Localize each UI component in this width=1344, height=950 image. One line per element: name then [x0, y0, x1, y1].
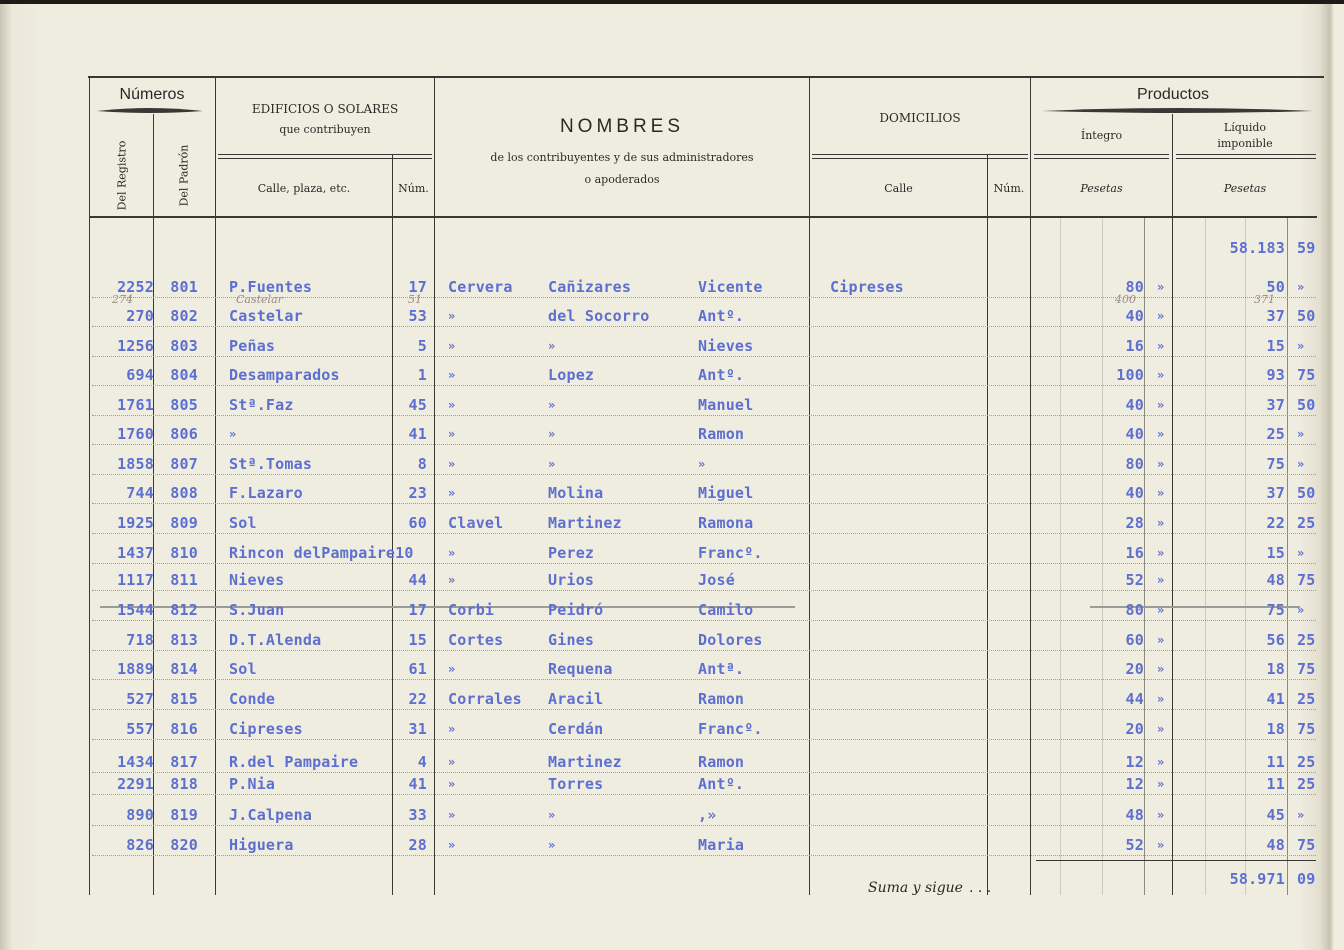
cell-nombre-1: »: [448, 427, 456, 441]
cell-padron: 805: [170, 396, 198, 414]
cell-registro: 1117: [117, 571, 154, 589]
cell-nombre-2: Torres: [548, 775, 604, 793]
row-dotted-line: [92, 825, 1316, 826]
cell-registro: 1434: [117, 753, 154, 771]
cell-liquido: 15: [1266, 337, 1285, 355]
row-dotted-line: [92, 772, 1316, 773]
cell-liquido: 15: [1266, 544, 1285, 562]
cell-nombre-2: »: [548, 427, 556, 441]
cell-integro: 20: [1125, 720, 1144, 738]
cell-padron: 809: [170, 514, 198, 532]
row-dotted-line: [92, 326, 1316, 327]
cell-calle: Stª.Tomas: [229, 455, 313, 473]
cell-nombre-1: »: [448, 755, 456, 769]
row-dotted-line: [92, 503, 1316, 504]
cell-calle: S.Juan: [229, 601, 285, 619]
cell-liquido-cent: 75: [1297, 720, 1316, 738]
cell-nombre-2: Aracil: [548, 690, 604, 708]
cell-integro-cent: »: [1157, 838, 1165, 852]
cell-nombre-1: Clavel: [448, 514, 504, 532]
cell-num: 4: [417, 753, 427, 771]
header-calle-plaza: Calle, plaza, etc.: [257, 182, 351, 195]
productos-swash: [1040, 106, 1315, 116]
cell-calle: Sol: [229, 514, 257, 532]
cell-nombre-1: »: [448, 309, 456, 323]
row-dotted-line: [92, 415, 1316, 416]
cell-calle: Desamparados: [229, 366, 340, 384]
cell-nombre-1: »: [448, 339, 456, 353]
cell-nombre-2: Martinez: [548, 753, 622, 771]
row-dotted-line: [92, 563, 1316, 564]
cell-padron: 811: [170, 571, 198, 589]
cell-num: 31: [408, 720, 427, 738]
cell-registro: 270: [126, 307, 154, 325]
cell-padron: 813: [170, 631, 198, 649]
cell-num: 8: [417, 455, 427, 473]
cell-liquido: 37: [1266, 396, 1285, 414]
header-numeros: Números: [119, 86, 185, 103]
cell-integro-cent: »: [1157, 692, 1165, 706]
cell-integro: 52: [1125, 836, 1144, 854]
cell-liquido-cent: 25: [1297, 514, 1316, 532]
cell-integro: 16: [1125, 337, 1144, 355]
cell-liquido-cent: 75: [1297, 366, 1316, 384]
cell-integro-cent: »: [1157, 546, 1165, 560]
row-dotted-line: [92, 739, 1316, 740]
cell-liquido: 25: [1266, 425, 1285, 443]
cell-nombre-2: Requena: [548, 660, 613, 678]
cell-nombre-1: Corrales: [448, 690, 522, 708]
edificios-sub-rule-2: [218, 158, 432, 159]
cell-liquido: 18: [1266, 660, 1285, 678]
cell-registro: 1925: [117, 514, 154, 532]
footer-suma-text: Suma y sigue: [868, 880, 963, 896]
row-dotted-line: [92, 444, 1316, 445]
cell-liquido: 48: [1266, 836, 1285, 854]
cell-calle: Nieves: [229, 571, 285, 589]
row-dotted-line: [92, 533, 1316, 534]
row-dotted-line: [92, 385, 1316, 386]
cell-nombre-1: »: [448, 486, 456, 500]
cell-liquido: 75: [1266, 601, 1285, 619]
cell-nombre-3: Francº.: [698, 544, 763, 562]
row-dotted-line: [92, 709, 1316, 710]
cell-integro-cent: »: [1157, 339, 1165, 353]
cell-padron: 814: [170, 660, 198, 678]
cell-registro: 890: [126, 806, 154, 824]
cell-integro: 40: [1125, 307, 1144, 325]
cell-liquido-cent: 25: [1297, 631, 1316, 649]
cell-num: 44: [408, 571, 427, 589]
cell-liquido-cent: »: [1297, 603, 1305, 617]
header-num2: Núm.: [993, 182, 1025, 195]
cell-integro-cent: »: [1157, 777, 1165, 791]
row-dotted-line: [92, 650, 1316, 651]
header-domicilios: DOMICILIOS: [879, 111, 961, 125]
footer-total: 58.971: [1229, 870, 1285, 888]
cell-registro: 1858: [117, 455, 154, 473]
cell-registro: 826: [126, 836, 154, 854]
header-del-padron: Del Padrón: [177, 144, 191, 207]
cell-nombre-2: Molina: [548, 484, 604, 502]
cell-nombre-3: Antº.: [698, 366, 745, 384]
row-dotted-line: [92, 620, 1316, 621]
cell-integro-cent: »: [1157, 368, 1165, 382]
cell-nombre-2: Gines: [548, 631, 595, 649]
ledger-page: [0, 4, 1344, 950]
footer-dots: . . .: [968, 880, 992, 896]
cell-nombre-1: »: [448, 368, 456, 382]
header-del-registro: Del Registro: [115, 140, 129, 211]
cell-nombre-2: Cerdán: [548, 720, 604, 738]
header-edificios: EDIFICIOS O SOLARES: [251, 102, 399, 116]
cell-nombre-3: Ramon: [698, 690, 745, 708]
cell-num: 53: [408, 307, 427, 325]
cell-integro: 60: [1125, 631, 1144, 649]
cell-nombre-1: »: [448, 722, 456, 736]
cell-nombre-1: »: [448, 573, 456, 587]
cell-nombre-2: Cañizares: [548, 278, 632, 296]
cell-padron: 803: [170, 337, 198, 355]
hand-num-note: 51: [408, 293, 422, 306]
cell-nombre-2: »: [548, 838, 556, 852]
cell-nombre-1: Cortes: [448, 631, 504, 649]
header-calle: Calle: [884, 182, 913, 195]
cell-nombre-3: Francº.: [698, 720, 763, 738]
cell-integro: 100: [1116, 366, 1144, 384]
cell-padron: 820: [170, 836, 198, 854]
cell-liquido-cent: »: [1297, 546, 1305, 560]
cell-nombre-1: »: [448, 838, 456, 852]
cell-calle: Peñas: [229, 337, 276, 355]
cell-integro-cent: »: [1157, 662, 1165, 676]
header-nombres-sub1: de los contribuyentes y de sus administradores: [490, 151, 754, 164]
header-pesetas-2: Pesetas: [1223, 182, 1267, 195]
footer-total-cent: 09: [1297, 870, 1316, 888]
footer-sum-rule: [1036, 860, 1316, 861]
cell-registro: 718: [126, 631, 154, 649]
cell-liquido-cent: »: [1297, 427, 1305, 441]
cell-registro: 1889: [117, 660, 154, 678]
cell-nombre-2: »: [548, 808, 556, 822]
cell-integro-cent: »: [1157, 280, 1165, 294]
cell-nombre-3: Antª.: [698, 660, 745, 678]
cell-padron: 810: [170, 544, 198, 562]
cell-liquido-cent: »: [1297, 280, 1305, 294]
cell-integro-cent: »: [1157, 755, 1165, 769]
cell-integro: 40: [1125, 484, 1144, 502]
header-nombres: NOMBRES: [559, 116, 685, 137]
cell-padron: 801: [170, 278, 198, 296]
cell-num: 60: [408, 514, 427, 532]
cell-num: 28: [408, 836, 427, 854]
cell-calle: »: [229, 427, 237, 441]
cell-liquido: 48: [1266, 571, 1285, 589]
cell-integro: 48: [1125, 806, 1144, 824]
cell-nombre-3: Dolores: [698, 631, 763, 649]
cell-liquido: 22: [1266, 514, 1285, 532]
cell-calle: D.T.Alenda: [229, 631, 322, 649]
cell-nombre-3: Maria: [698, 836, 745, 854]
cell-integro-cent: »: [1157, 427, 1165, 441]
cell-nombre-1: »: [448, 398, 456, 412]
cell-liquido-cent: »: [1297, 339, 1305, 353]
cell-integro-cent: »: [1157, 603, 1165, 617]
cell-num: 41: [408, 425, 427, 443]
cell-liquido: 41: [1266, 690, 1285, 708]
cell-padron: 807: [170, 455, 198, 473]
cell-calle: Higuera: [229, 836, 294, 854]
cell-integro-cent: »: [1157, 808, 1165, 822]
cell-nombre-3: Vicente: [698, 278, 763, 296]
cell-nombre-2: »: [548, 339, 556, 353]
row-dotted-line: [92, 356, 1316, 357]
cell-integro: 52: [1125, 571, 1144, 589]
cell-calle: R.del Pampaire: [229, 753, 359, 771]
cell-padron: 817: [170, 753, 198, 771]
cell-num: 33: [408, 806, 427, 824]
integro-sub-rule: [1034, 154, 1169, 155]
cell-liquido: 37: [1266, 484, 1285, 502]
hand-calle-note: Castelar: [236, 293, 283, 306]
header-integro: Íntegro: [1080, 129, 1123, 142]
cell-nombre-2: Martinez: [548, 514, 622, 532]
cell-calle: P.Fuentes: [229, 278, 313, 296]
header-productos: Productos: [1136, 86, 1210, 103]
cell-num: 45: [408, 396, 427, 414]
cell-liquido-cent: »: [1297, 808, 1305, 822]
cell-nombre-1: »: [448, 546, 456, 560]
edificios-sub-rule: [218, 154, 432, 155]
cell-liquido: 11: [1266, 775, 1285, 793]
cell-registro: 527: [126, 690, 154, 708]
cell-nombre-3: Manuel: [698, 396, 754, 414]
cell-nombre-3: Nieves: [698, 337, 754, 355]
cell-calle: F.Lazaro: [229, 484, 303, 502]
cell-integro: 12: [1125, 753, 1144, 771]
cell-integro: 28: [1125, 514, 1144, 532]
row-dotted-line: [92, 590, 1316, 591]
cell-num: 22: [408, 690, 427, 708]
cell-liquido: 56: [1266, 631, 1285, 649]
cell-registro: 1256: [117, 337, 154, 355]
cell-integro-cent: »: [1157, 722, 1165, 736]
cell-registro: 557: [126, 720, 154, 738]
cell-liquido: 18: [1266, 720, 1285, 738]
cell-padron: 808: [170, 484, 198, 502]
cell-calle: Castelar: [229, 307, 303, 325]
cell-integro-cent: »: [1157, 486, 1165, 500]
cell-padron: 818: [170, 775, 198, 793]
cell-padron: 802: [170, 307, 198, 325]
liquido-sub-rule-2: [1176, 158, 1316, 159]
cell-liquido-cent: 25: [1297, 775, 1316, 793]
cell-integro: 40: [1125, 425, 1144, 443]
table-top-rule: [88, 76, 1324, 78]
cell-liquido-cent: 75: [1297, 836, 1316, 854]
domicilios-sub-rule: [812, 154, 1028, 155]
cell-num: 15: [408, 631, 427, 649]
cell-liquido-cent: 75: [1297, 660, 1316, 678]
cell-integro: 80: [1125, 601, 1144, 619]
numeros-swash: [95, 106, 205, 116]
cell-num: 17: [408, 601, 427, 619]
cell-nombre-2: Lopez: [548, 366, 595, 384]
cell-registro: 1544: [117, 601, 154, 619]
rule-integro: [1172, 114, 1173, 895]
liquido-sub-rule: [1176, 154, 1316, 155]
row-dotted-line: [92, 855, 1316, 856]
hand-integro-note: 400: [1115, 293, 1136, 306]
cell-nombre-2: Urios: [548, 571, 595, 589]
cell-integro-cent: »: [1157, 516, 1165, 530]
cell-integro-cent: »: [1157, 573, 1165, 587]
cell-calle: Conde: [229, 690, 276, 708]
cell-liquido-cent: 75: [1297, 571, 1316, 589]
cell-liquido: 93: [1266, 366, 1285, 384]
cell-nombre-3: ,»: [698, 806, 717, 824]
cell-integro: 80: [1125, 455, 1144, 473]
header-bottom-rule: [89, 216, 1317, 218]
cell-registro: 1761: [117, 396, 154, 414]
cell-nombre-3: Ramon: [698, 753, 745, 771]
header-nombres-sub2: o apoderados: [584, 173, 660, 186]
cell-nombre-2: Perez: [548, 544, 595, 562]
cell-liquido-cent: 25: [1297, 753, 1316, 771]
cell-calle: Sol: [229, 660, 257, 678]
header-liquido-1: Líquido: [1223, 121, 1267, 134]
cell-num: 23: [408, 484, 427, 502]
row-dotted-line: [92, 794, 1316, 795]
cell-padron: 816: [170, 720, 198, 738]
cell-nombre-1: »: [448, 808, 456, 822]
cell-registro: 1760: [117, 425, 154, 443]
cell-liquido: 37: [1266, 307, 1285, 325]
cell-nombre-3: José: [698, 571, 735, 589]
cell-nombre-2: Peidró: [548, 601, 604, 619]
cell-liquido-cent: 50: [1297, 307, 1316, 325]
cell-nombre-3: Ramon: [698, 425, 745, 443]
cell-nombre-2: »: [548, 398, 556, 412]
header-edificios-sub: que contribuyen: [279, 123, 371, 136]
cell-calle: P.Nia: [229, 775, 276, 793]
cell-integro: 40: [1125, 396, 1144, 414]
cell-num: 41: [408, 775, 427, 793]
cell-nombre-3: Miguel: [698, 484, 754, 502]
cell-integro: 12: [1125, 775, 1144, 793]
cell-liquido: 75: [1266, 455, 1285, 473]
cell-nombre-3: Camilo: [698, 601, 754, 619]
cell-nombre-2: del Socorro: [548, 307, 650, 325]
cell-nombre-3: Ramona: [698, 514, 754, 532]
cell-nombre-2: »: [548, 457, 556, 471]
cell-nombre-1: »: [448, 457, 456, 471]
cell-calle: Stª.Faz: [229, 396, 294, 414]
integro-sub-rule-2: [1034, 158, 1169, 159]
header-liquido-2: imponible: [1217, 137, 1273, 150]
carry-over-liquido: 58.183: [1229, 239, 1285, 257]
row-dotted-line: [92, 679, 1316, 680]
cell-registro: 2252: [117, 278, 154, 296]
row-dotted-line: [92, 474, 1316, 475]
cell-padron: 806: [170, 425, 198, 443]
cell-integro-cent: »: [1157, 457, 1165, 471]
rule-left: [89, 77, 90, 895]
cell-integro-cent: »: [1157, 309, 1165, 323]
cell-integro: 16: [1125, 544, 1144, 562]
hand-liquido-note: 371: [1254, 293, 1275, 306]
row-dotted-line: [92, 297, 1316, 298]
cell-integro-cent: »: [1157, 633, 1165, 647]
cell-num: 61: [408, 660, 427, 678]
cell-integro-cent: »: [1157, 398, 1165, 412]
header-num: Núm.: [398, 182, 429, 195]
header-pesetas-1: Pesetas: [1080, 182, 1123, 195]
cell-registro: 2291: [117, 775, 154, 793]
cell-padron: 815: [170, 690, 198, 708]
carry-over-cent: 59: [1297, 239, 1316, 257]
cell-nombre-3: Antº.: [698, 307, 745, 325]
cell-liquido-cent: »: [1297, 457, 1305, 471]
cell-num: 17: [408, 278, 427, 296]
cell-nombre-1: »: [448, 662, 456, 676]
cell-padron: 804: [170, 366, 198, 384]
hand-reg-note: 274: [112, 293, 133, 306]
rule-dom-num: [987, 154, 988, 895]
cell-calle: Rincon delPampaire10: [229, 544, 414, 562]
cell-nombre-1: Corbi: [448, 601, 495, 619]
footer-suma-label: [868, 880, 991, 896]
cell-liquido: 45: [1266, 806, 1285, 824]
cell-liquido-cent: 25: [1297, 690, 1316, 708]
cell-integro: 80: [1125, 278, 1144, 296]
cell-nombre-3: »: [698, 457, 706, 471]
cell-calle: J.Calpena: [229, 806, 313, 824]
cell-num: 1: [417, 366, 427, 384]
cell-registro: 1437: [117, 544, 154, 562]
cell-domicilio: Cipreses: [830, 278, 904, 296]
cell-nombre-3: Antº.: [698, 775, 745, 793]
cell-registro: 694: [126, 366, 154, 384]
cell-integro: 44: [1125, 690, 1144, 708]
cell-registro: 744: [126, 484, 154, 502]
cell-calle: Cipreses: [229, 720, 303, 738]
domicilios-sub-rule-2: [812, 158, 1028, 159]
cell-nombre-1: Cervera: [448, 278, 513, 296]
cell-nombre-1: »: [448, 777, 456, 791]
cell-liquido-cent: 50: [1297, 396, 1316, 414]
cell-liquido-cent: 50: [1297, 484, 1316, 502]
cell-num: 5: [417, 337, 427, 355]
cell-liquido: 11: [1266, 753, 1285, 771]
cell-liquido: 50: [1266, 278, 1285, 296]
cell-padron: 819: [170, 806, 198, 824]
cell-padron: 812: [170, 601, 198, 619]
cell-integro: 20: [1125, 660, 1144, 678]
